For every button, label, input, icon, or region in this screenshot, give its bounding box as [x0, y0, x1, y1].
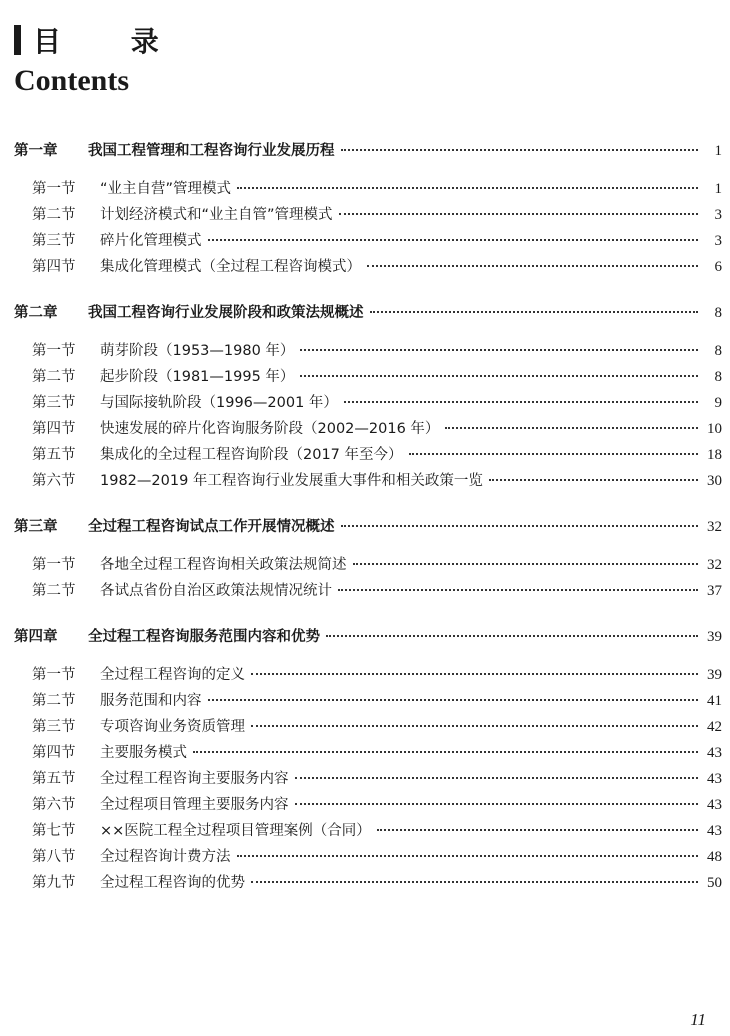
section-page-number: 3	[714, 207, 722, 223]
section-title: 全过程工程咨询主要服务内容	[100, 771, 289, 787]
chapter-label: 第二章	[14, 305, 58, 321]
toc-section-entry[interactable]	[14, 740, 722, 766]
dot-leader	[208, 239, 699, 241]
toc-chapter-entry[interactable]	[14, 298, 722, 328]
section-page-number: 41	[707, 693, 722, 709]
section-title: 全过程咨询计费方法	[100, 849, 231, 865]
group-gap	[14, 280, 722, 298]
toc-section-entry[interactable]	[14, 818, 722, 844]
toc-section-entry[interactable]	[14, 662, 722, 688]
chapter-label: 第一章	[14, 143, 58, 159]
section-title: 全过程工程咨询的优势	[100, 875, 245, 891]
section-label: 第四节	[32, 421, 76, 437]
page-number: 11	[690, 1010, 706, 1029]
toc-header	[14, 22, 189, 98]
toc-section-entry[interactable]	[14, 176, 722, 202]
section-page-number: 39	[707, 667, 722, 683]
dot-leader	[409, 453, 698, 455]
section-title: 1982—2019 年工程咨询行业发展重大事件和相关政策一览	[100, 473, 483, 489]
section-page-number: 18	[707, 447, 722, 463]
section-title: 服务范围和内容	[100, 693, 202, 709]
dot-leader	[353, 563, 699, 565]
section-page-number: 6	[714, 259, 722, 275]
toc-section-entry[interactable]	[14, 792, 722, 818]
chapter-title: 我国工程管理和工程咨询行业发展历程	[88, 143, 335, 159]
section-page-number: 3	[714, 233, 722, 249]
toc-section-entry[interactable]	[14, 254, 722, 280]
dot-leader	[295, 803, 699, 805]
dot-leader	[341, 525, 699, 527]
chapter-label: 第四章	[14, 629, 58, 645]
section-title: 全过程工程咨询的定义	[100, 667, 245, 683]
dot-leader	[193, 751, 698, 753]
toc-section-entry[interactable]	[14, 442, 722, 468]
dot-leader	[377, 829, 698, 831]
dot-leader	[344, 401, 698, 403]
toc-section-entry[interactable]	[14, 390, 722, 416]
toc-section-entry[interactable]	[14, 688, 722, 714]
section-label: 第五节	[32, 447, 76, 463]
section-page-number: 43	[707, 745, 722, 761]
chapter-title: 全过程工程咨询服务范围内容和优势	[88, 629, 320, 645]
section-label: 第一节	[32, 181, 76, 197]
section-page-number: 8	[714, 343, 722, 359]
toc-section-entry[interactable]	[14, 766, 722, 792]
chapter-title: 我国工程咨询行业发展阶段和政策法规概述	[88, 305, 364, 321]
section-title: 计划经济模式和“业主自管”管理模式	[100, 207, 333, 223]
section-page-number: 30	[707, 473, 722, 489]
section-title: “业主自营”管理模式	[100, 181, 232, 197]
section-label: 第四节	[32, 745, 76, 761]
toc-chapter-entry[interactable]	[14, 512, 722, 542]
chapter-page-number: 1	[714, 143, 722, 159]
dot-leader	[237, 187, 698, 189]
dot-leader	[300, 375, 698, 377]
dot-leader	[295, 777, 699, 779]
section-label: 第六节	[32, 473, 76, 489]
dot-leader	[370, 311, 699, 313]
section-page-number: 32	[707, 557, 722, 573]
section-label: 第六节	[32, 797, 76, 813]
page-title-zh: 目 录	[33, 25, 189, 58]
section-page-number: 37	[707, 583, 722, 599]
section-page-number: 43	[707, 823, 722, 839]
section-page-number: 43	[707, 797, 722, 813]
toc-section-entry[interactable]	[14, 714, 722, 740]
section-label: 第一节	[32, 343, 76, 359]
section-title: 主要服务模式	[100, 745, 187, 761]
section-label: 第二节	[32, 207, 76, 223]
section-page-number: 10	[707, 421, 722, 437]
section-title: ××医院工程全过程项目管理案例（合同）	[100, 823, 371, 839]
dot-leader	[445, 427, 698, 429]
dot-leader	[251, 673, 698, 675]
dot-leader	[341, 149, 699, 151]
title-accent-bar	[14, 25, 21, 55]
toc-section-entry[interactable]	[14, 416, 722, 442]
dot-leader	[251, 725, 698, 727]
chapter-gap	[14, 328, 722, 338]
section-label: 第三节	[32, 233, 76, 249]
toc-section-entry[interactable]	[14, 870, 722, 896]
toc-section-entry[interactable]	[14, 338, 722, 364]
dot-leader	[367, 265, 698, 267]
section-page-number: 50	[707, 875, 722, 891]
dot-leader	[489, 479, 698, 481]
section-label: 第八节	[32, 849, 76, 865]
dot-leader	[339, 213, 698, 215]
section-label: 第一节	[32, 557, 76, 573]
toc-section-entry[interactable]	[14, 844, 722, 870]
dot-leader	[208, 699, 699, 701]
dot-leader	[338, 589, 698, 591]
section-label: 第三节	[32, 719, 76, 735]
section-title: 专项咨询业务资质管理	[100, 719, 245, 735]
section-page-number: 1	[714, 181, 722, 197]
toc-section-entry[interactable]	[14, 552, 722, 578]
section-label: 第七节	[32, 823, 76, 839]
section-page-number: 42	[707, 719, 722, 735]
title-row	[14, 22, 189, 58]
toc-section-entry[interactable]	[14, 578, 722, 604]
section-title: 集成化的全过程工程咨询阶段（2017 年至今）	[100, 447, 403, 463]
chapter-gap	[14, 652, 722, 662]
dot-leader	[251, 881, 698, 883]
section-page-number: 43	[707, 771, 722, 787]
section-title: 集成化管理模式（全过程工程咨询模式）	[100, 259, 361, 275]
section-title: 各地全过程工程咨询相关政策法规简述	[100, 557, 347, 573]
group-gap	[14, 604, 722, 622]
toc-section-entry[interactable]	[14, 202, 722, 228]
section-title: 起步阶段（1981—1995 年）	[100, 369, 295, 385]
chapter-page-number: 39	[707, 629, 722, 645]
section-page-number: 8	[714, 369, 722, 385]
section-title: 快速发展的碎片化咨询服务阶段（2002—2016 年）	[100, 421, 440, 437]
group-gap	[14, 494, 722, 512]
section-title: 萌芽阶段（1953—1980 年）	[100, 343, 295, 359]
section-page-number: 48	[707, 849, 722, 865]
chapter-title: 全过程工程咨询试点工作开展情况概述	[88, 519, 335, 535]
dot-leader	[326, 635, 698, 637]
section-label: 第五节	[32, 771, 76, 787]
section-title: 各试点省份自治区政策法规情况统计	[100, 583, 332, 599]
section-label: 第二节	[32, 369, 76, 385]
section-page-number: 9	[714, 395, 722, 411]
chapter-page-number: 32	[707, 519, 722, 535]
section-label: 第九节	[32, 875, 76, 891]
chapter-label: 第三章	[14, 519, 58, 535]
toc-chapter-entry[interactable]	[14, 622, 722, 652]
toc-section-entry[interactable]	[14, 364, 722, 390]
section-title: 碎片化管理模式	[100, 233, 202, 249]
toc-chapter-entry[interactable]	[14, 136, 722, 166]
section-label: 第二节	[32, 583, 76, 599]
section-title: 全过程项目管理主要服务内容	[100, 797, 289, 813]
toc-section-entry[interactable]	[14, 468, 722, 494]
dot-leader	[300, 349, 698, 351]
table-of-contents	[14, 136, 722, 896]
dot-leader	[237, 855, 699, 857]
page-title-en: Contents	[14, 64, 130, 97]
section-label: 第二节	[32, 693, 76, 709]
chapter-gap	[14, 542, 722, 552]
toc-section-entry[interactable]	[14, 228, 722, 254]
chapter-page-number: 8	[714, 305, 722, 321]
section-title: 与国际接轨阶段（1996—2001 年）	[100, 395, 338, 411]
chapter-gap	[14, 166, 722, 176]
section-label: 第三节	[32, 395, 76, 411]
section-label: 第四节	[32, 259, 76, 275]
section-label: 第一节	[32, 667, 76, 683]
